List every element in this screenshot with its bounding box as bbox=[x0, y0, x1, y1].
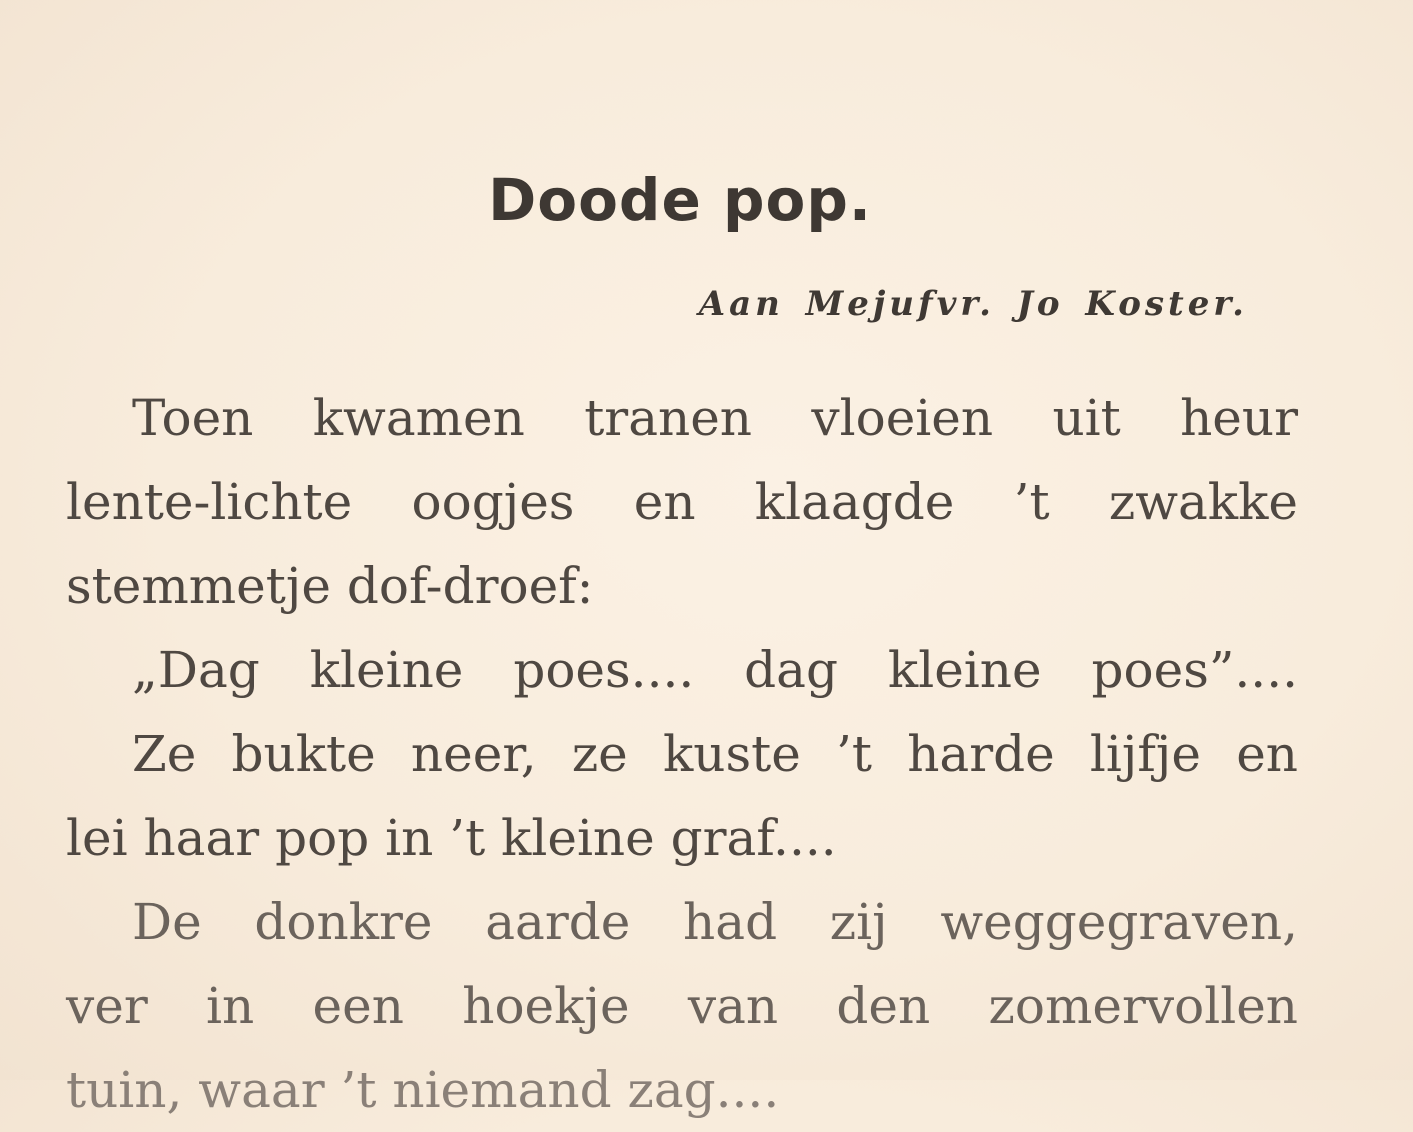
text-line: De donkre aarde had zij weggegraven, bbox=[132, 893, 1298, 951]
dedication: Aan Mejufvr. Jo Koster. bbox=[698, 284, 1248, 324]
text-line: ver in een hoekje van den zomervollen bbox=[66, 977, 1298, 1035]
poem-body bbox=[66, 376, 1298, 1132]
text-line: Ze bukte neer, ze kuste ’t harde lijfje en bbox=[132, 725, 1298, 783]
text-line: tuin, waar ’t niemand zag.... bbox=[66, 1061, 780, 1119]
poem-title: Doode pop. bbox=[488, 166, 872, 234]
text-line: lei haar pop in ’t kleine graf.... bbox=[66, 809, 837, 867]
text-line: stemmetje dof-droef: bbox=[66, 557, 594, 615]
text-line: Toen kwamen tranen vloeien uit heur bbox=[132, 389, 1298, 447]
text-line: lente-lichte oogjes en klaagde ’t zwakke bbox=[66, 473, 1298, 531]
text-line: „Dag kleine poes.... dag kleine poes”.... bbox=[132, 641, 1298, 699]
